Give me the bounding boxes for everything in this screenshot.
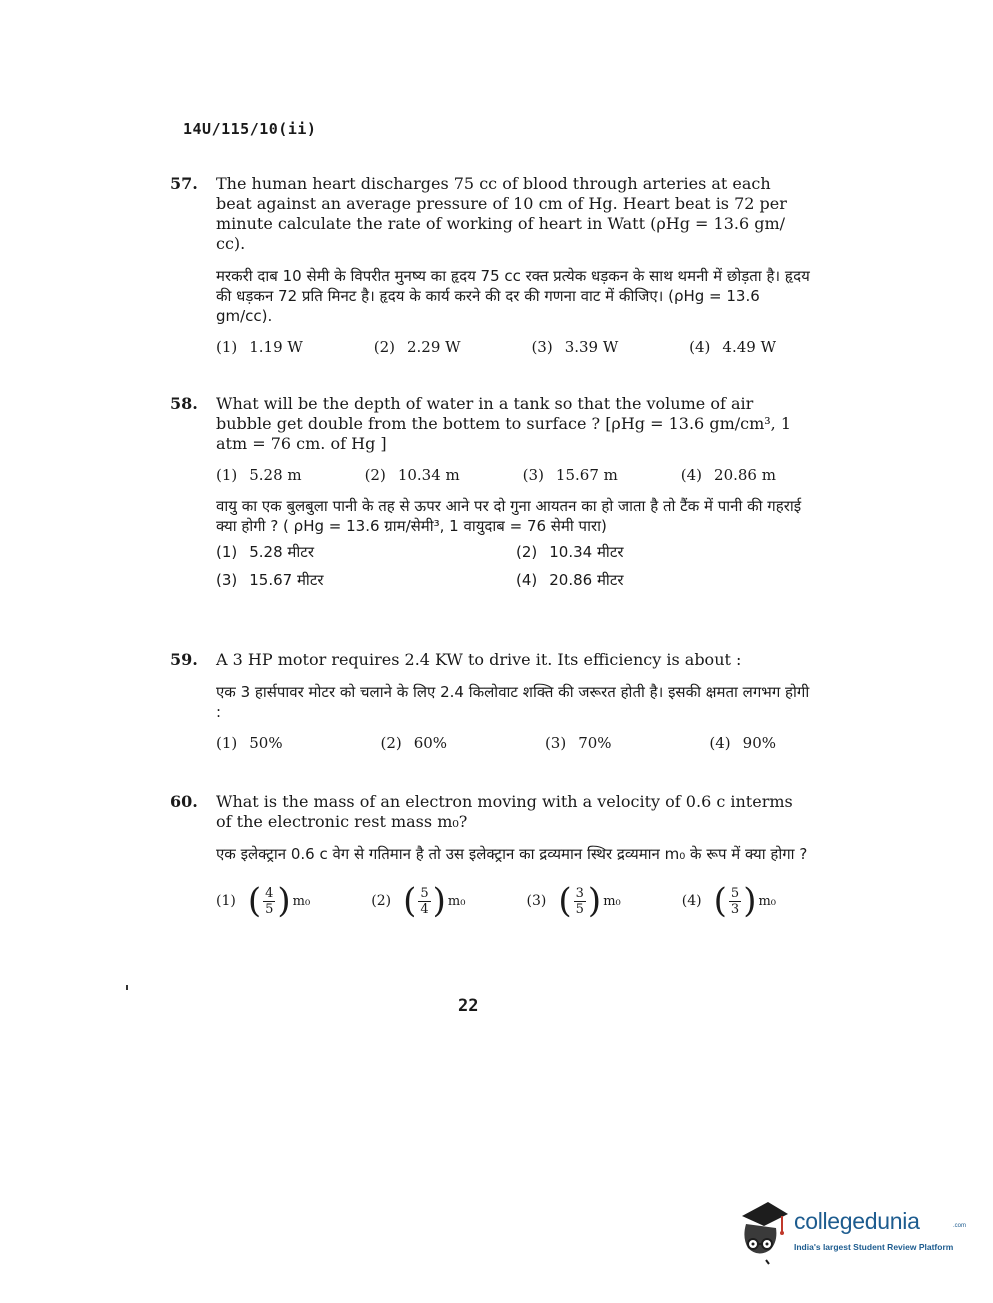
options-hindi (216, 542, 810, 590)
option-1: (1) ( $\frac{4}{5}$ ) m₀ (216, 881, 311, 921)
question-number: 58. (170, 394, 198, 413)
logo-wordmark: collegedunia (794, 1208, 920, 1234)
question-number: 57. (170, 174, 198, 193)
option-1: (1) 50% (216, 734, 283, 752)
logo-domain: .com (953, 1223, 967, 1229)
option-3: (3) 3.39 W (531, 338, 619, 356)
question-text-english: A 3 HP motor requires 2.4 KW to drive it. Its efficiency is about : (216, 650, 742, 669)
question-58 (170, 394, 810, 590)
option-4: (4) 20.86 m (680, 466, 776, 484)
question-text-hindi: वायु का एक बुलबुला पानी के तह से ऊपर आने पर दो गुना आयतन का हो जाता है तो टैंक में पानी की गहराई क्या होगी ? ( ρHg = 13.6 ग्राम/सेमी³, 1 वायुदाब = 76 सेमी पारा) (216, 497, 802, 535)
fraction: $\frac{4}{5}$ (265, 885, 274, 917)
option-2: (2) 60% (380, 734, 448, 752)
option-4: (4) 90% (709, 734, 776, 752)
logo-tagline: India's largest Student Review Platform (794, 1242, 954, 1252)
page-number: 22 (458, 996, 479, 1016)
option-4: (4) ( $\frac{5}{3}$ ) m₀ (681, 881, 776, 921)
paper-code: 14U/115/10(ii) (183, 120, 317, 138)
option-1: (1) 1.19 W (216, 338, 303, 356)
option-3: (3) 15.67 m (522, 466, 618, 484)
question-57 (170, 174, 810, 356)
option-1-hindi: (1) 5.28 मीटर (216, 543, 314, 561)
fraction: $\frac{5}{3}$ (730, 885, 740, 917)
fraction: $\frac{5}{4}$ (420, 885, 429, 917)
scan-mark (126, 985, 128, 990)
question-text-english: What is the mass of an electron moving with a velocity of 0.6 c interms of the electronic rest mass m₀? (216, 792, 793, 831)
question-text-english: What will be the depth of water in a tank so that the volume of air bubble get double from the bottem to surface ? [ρHg = 13.6 gm/cm³, 1 atm = 76 cm. of Hg ] (216, 394, 792, 453)
option-2: (2) 2.29 W (373, 338, 461, 356)
option-2: (2) ( $\frac{5}{4}$ ) m₀ (371, 881, 466, 921)
question-text-hindi: एक 3 हार्सपावर मोटर को चलाने के लिए 2.4 किलोवाट शक्ति की जरूरत होती है। इसकी क्षमता लगभग होगी : (216, 683, 810, 721)
collegedunia-logo (738, 1198, 968, 1268)
options (216, 734, 776, 752)
question-59 (170, 650, 810, 752)
option-3: (3) ( $\frac{3}{5}$ ) m₀ (526, 881, 621, 921)
question-60 (170, 792, 810, 921)
option-1: (1) 5.28 m (216, 466, 302, 484)
question-text-english: The human heart discharges 75 cc of blood through arteries at each beat against an average pressure of 10 cm of Hg. Heart beat is 72 per minute calculate the rate of working of heart in Watt (ρHg = 13.6 gm/ cc). (216, 174, 787, 253)
options (216, 466, 776, 484)
fraction: $\frac{3}{5}$ (575, 885, 584, 917)
option-3: (3) 70% (544, 734, 612, 752)
option-2: (2) 10.34 m (364, 466, 460, 484)
mascot-icon (738, 1198, 794, 1268)
question-number: 60. (170, 792, 198, 811)
option-4-hindi: (4) 20.86 मीटर (516, 571, 624, 589)
option-4: (4) 4.49 W (689, 338, 776, 356)
options (216, 338, 776, 356)
option-2-hindi: (2) 10.34 मीटर (516, 543, 624, 561)
options (216, 881, 776, 921)
option-3-hindi: (3) 15.67 मीटर (216, 571, 324, 589)
question-number: 59. (170, 650, 198, 669)
question-text-hindi: मरकरी दाब 10 सेमी के विपरीत मुनष्य का हृदय 75 cc रक्त प्रत्येक धड़कन के साथ थमनी में छोड़ता है। हृदय की धड़कन 72 प्रति मिनट है। हृदय के कार्य करने की दर की गणना वाट में कीजिए। (ρHg = 13.6 gm/cc). (216, 267, 810, 325)
question-text-hindi: एक इलेक्ट्रान 0.6 c वेग से गतिमान है तो उस इलेक्ट्रान का द्रव्यमान स्थिर द्रव्यमान m₀ के रूप में क्या होगा ? (216, 845, 808, 863)
